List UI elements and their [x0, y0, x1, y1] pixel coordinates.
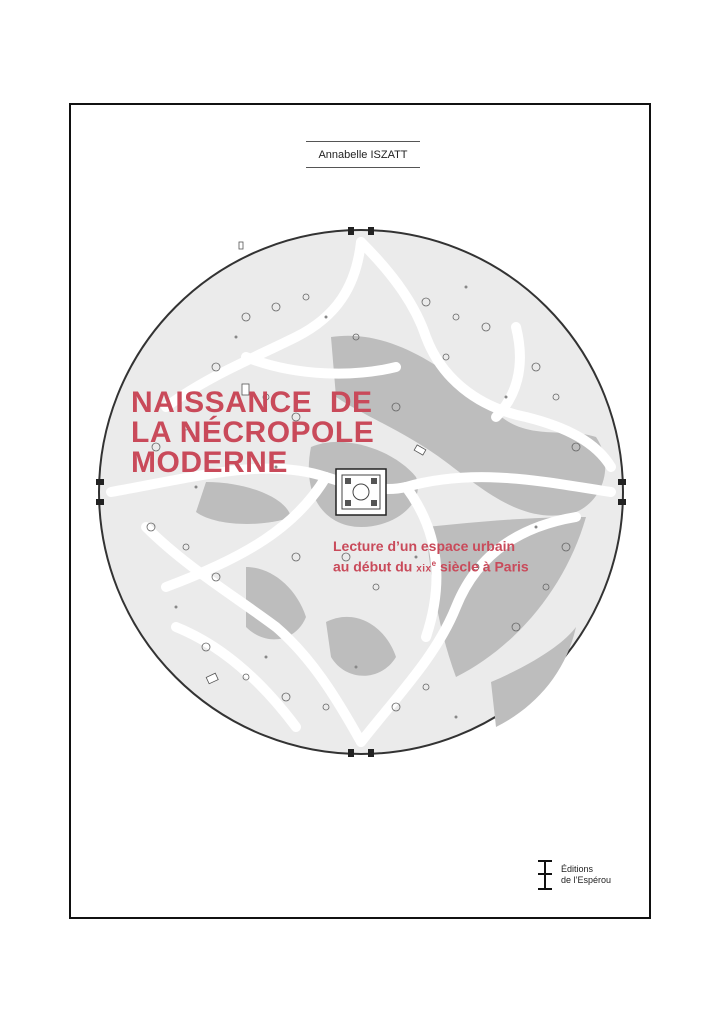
subtitle-line-2-post: siècle à Paris	[436, 558, 529, 575]
author-block	[306, 141, 420, 168]
author-rule-bottom	[306, 167, 420, 168]
monument-marker	[239, 242, 243, 249]
title-line-3: MODERNE	[131, 446, 288, 479]
publisher-block	[537, 859, 611, 891]
title-line-2: LA NÉCROPOLE	[131, 416, 375, 449]
book-cover	[69, 103, 651, 919]
book-title	[131, 388, 374, 478]
publisher-line-1: Éditions	[561, 864, 594, 874]
subtitle-line-1: Lecture d’un espace urbain	[333, 538, 516, 554]
subtitle-line-2	[333, 555, 529, 578]
cemetery-plan-illustration	[96, 227, 626, 757]
title-line-1: NAISSANCE DE	[131, 386, 373, 419]
subtitle-century: xix	[416, 563, 432, 575]
subtitle-line-2-pre: au début du	[333, 558, 417, 575]
dagger-cross-icon	[537, 859, 553, 891]
subtitle-superscript: e	[431, 559, 437, 568]
publisher-line-2: de l’Espérou	[561, 875, 612, 885]
author-name: Annabelle ISZATT	[318, 149, 408, 161]
publisher-name	[561, 864, 611, 886]
book-subtitle	[333, 538, 529, 578]
